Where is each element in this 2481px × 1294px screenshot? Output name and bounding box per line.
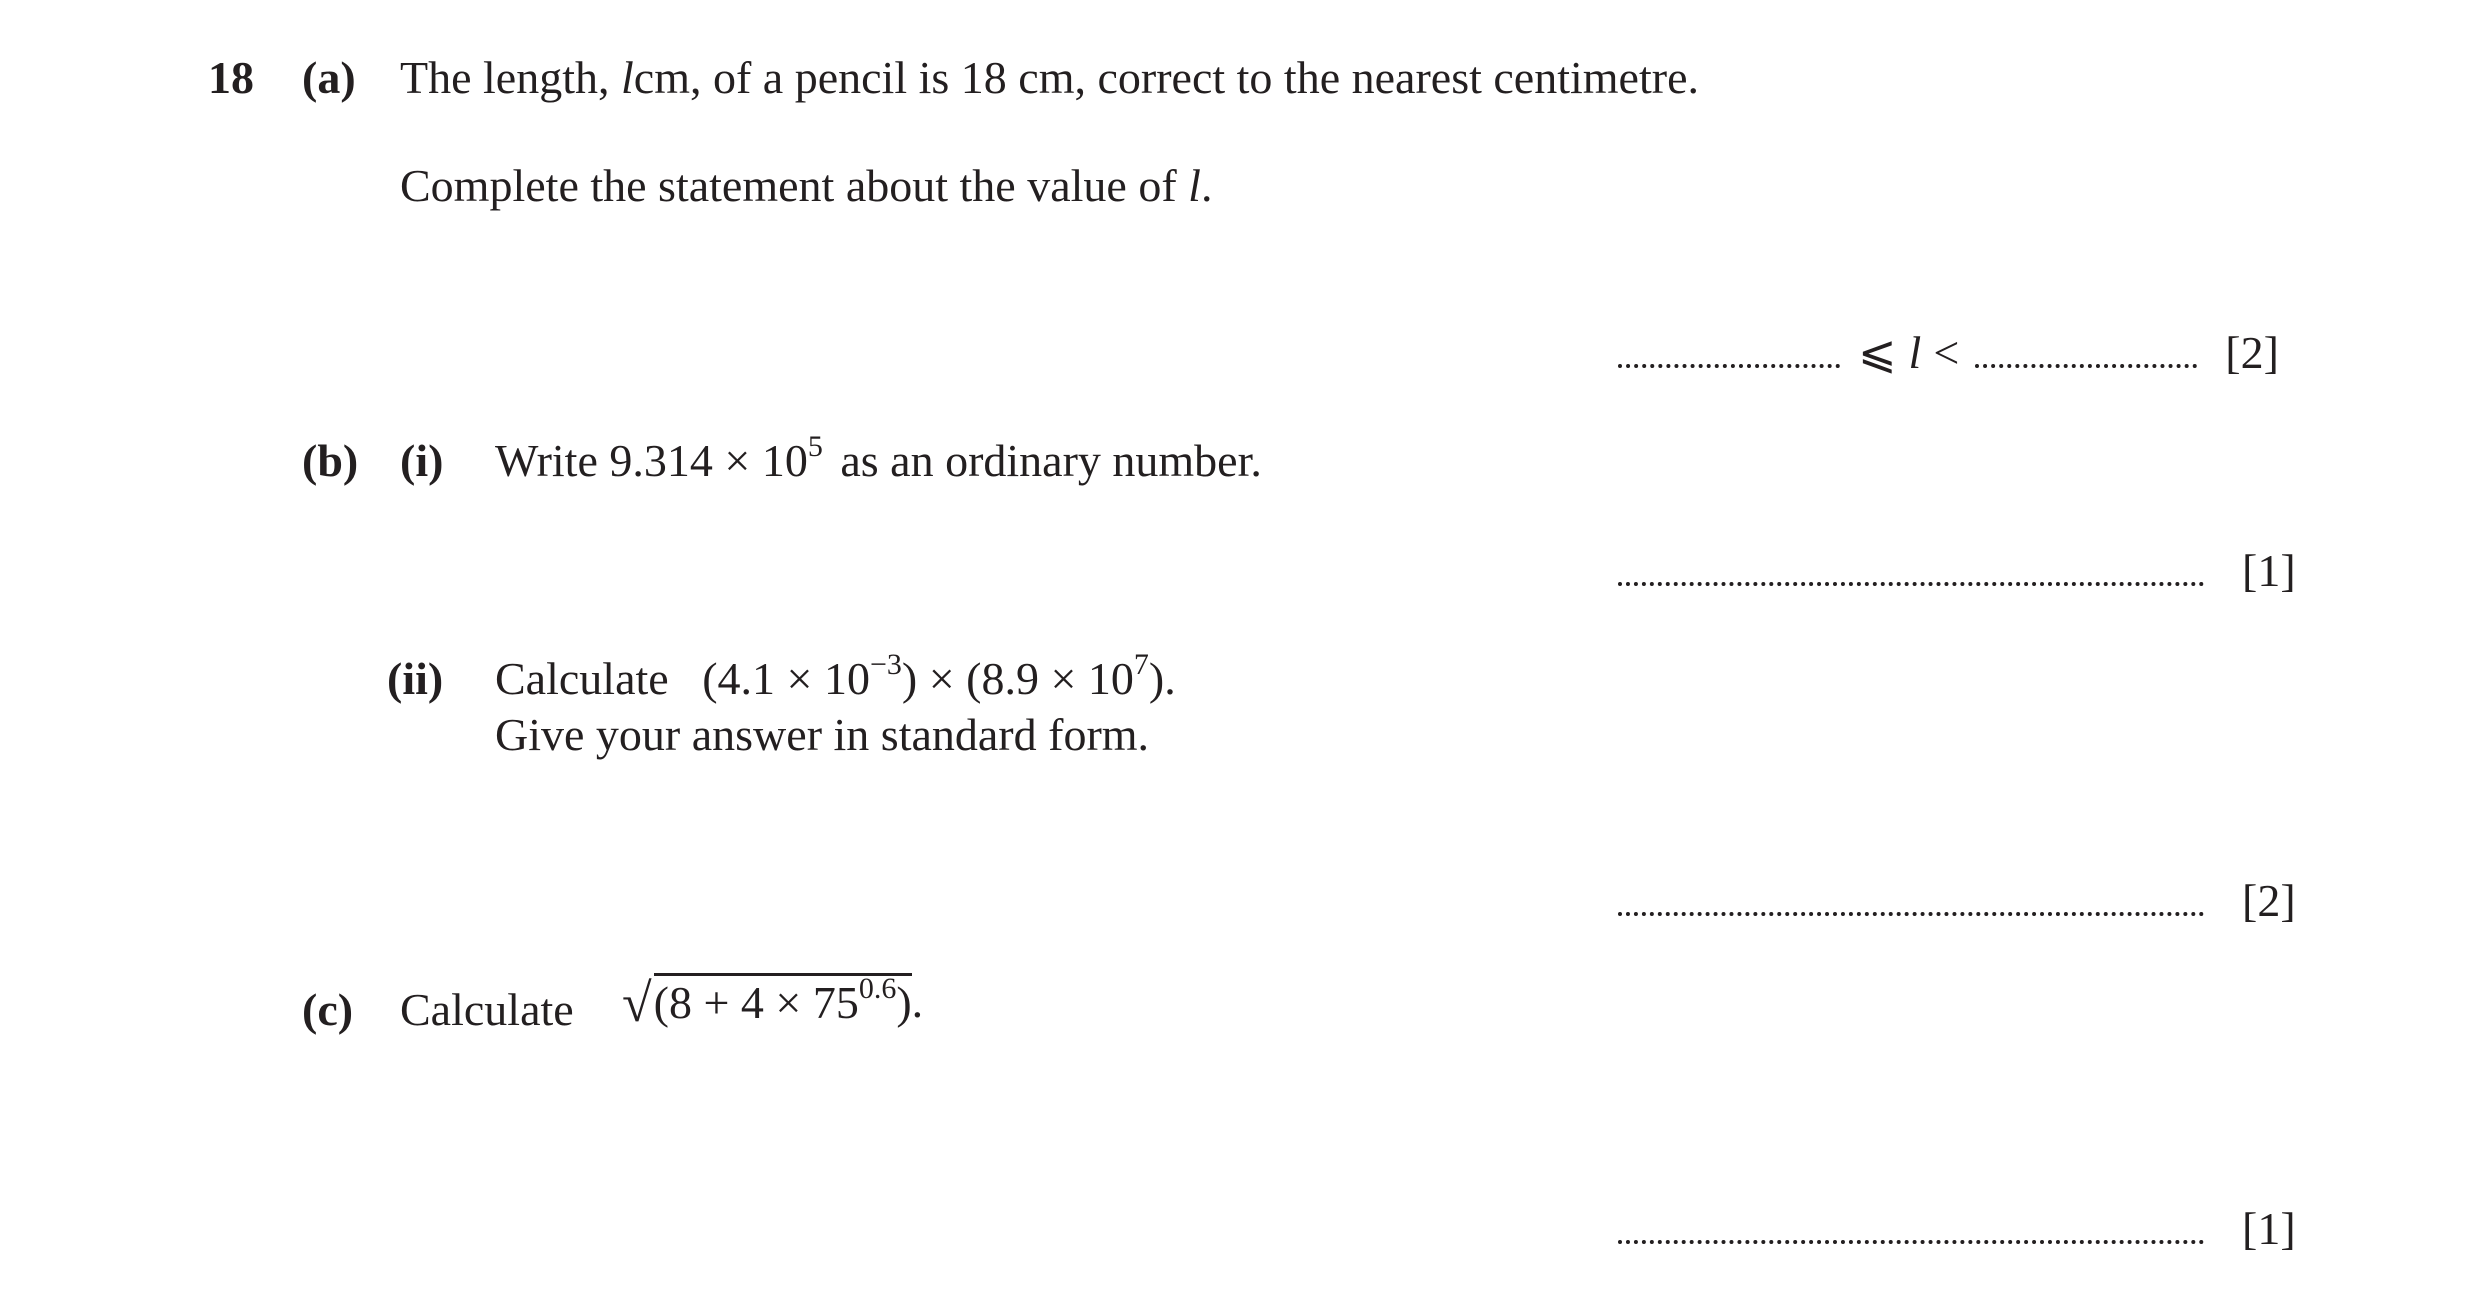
part-a-text-1: The length, bbox=[400, 52, 610, 103]
part-b-ii-answer-row bbox=[1618, 875, 2296, 926]
part-c-calc: Calculate bbox=[400, 984, 574, 1035]
part-c-answer-field[interactable] bbox=[1618, 1240, 2204, 1244]
part-b-ii-text bbox=[495, 648, 1176, 704]
part-a-instruction-variable: l bbox=[1188, 160, 1201, 211]
part-b-i-answer-field[interactable] bbox=[1618, 582, 2204, 586]
part-b-ii-exp-1: −3 bbox=[869, 648, 902, 681]
part-c-answer-row bbox=[1618, 1203, 2296, 1254]
part-b-ii-exp-2: 7 bbox=[1133, 648, 1149, 681]
part-c-end: . bbox=[911, 976, 924, 1027]
part-c-radicand-2: ) bbox=[896, 977, 912, 1028]
part-b-i-answer-row bbox=[1618, 545, 2296, 596]
part-b-i-text bbox=[495, 430, 1262, 486]
part-b-label: (b) bbox=[302, 435, 359, 486]
part-b-ii-label: (ii) bbox=[387, 653, 444, 704]
part-b-i-text-1: Write 9.314 × 10 bbox=[495, 435, 808, 486]
part-a-variable: l bbox=[621, 52, 634, 103]
answer-field-lower[interactable] bbox=[1618, 364, 1840, 368]
part-b-ii-calc: Calculate bbox=[495, 653, 669, 704]
answer-field-upper[interactable] bbox=[1975, 364, 2197, 368]
part-c-marks: [1] bbox=[2242, 1203, 2296, 1254]
answer-variable: l bbox=[1908, 327, 1922, 378]
part-b-ii-expr-2: ) × (8.9 × 10 bbox=[901, 653, 1134, 704]
part-a-instruction-text: Complete the statement about the value of bbox=[400, 160, 1177, 211]
leq-symbol: ⩽ bbox=[1858, 327, 1897, 378]
part-a-instruction-end: . bbox=[1200, 160, 1213, 211]
part-b-i-text-2: as an ordinary number. bbox=[840, 435, 1262, 486]
part-a-marks: [2] bbox=[2225, 327, 2279, 378]
part-a-label: (a) bbox=[302, 52, 356, 103]
part-b-i-label: (i) bbox=[400, 435, 444, 486]
part-c-radicand-1: (8 + 4 × 75 bbox=[653, 977, 859, 1028]
lt-symbol: < bbox=[1933, 327, 1960, 378]
part-b-ii-line-2: Give your answer in standard form. bbox=[495, 709, 1150, 760]
part-a-question-text bbox=[400, 52, 1699, 103]
radicand bbox=[654, 973, 912, 1026]
part-c-label: (c) bbox=[302, 984, 354, 1035]
part-a-answer-row bbox=[1618, 327, 2279, 378]
part-c-expression bbox=[622, 972, 924, 1033]
part-b-ii-expr-1: (4.1 × 10 bbox=[702, 653, 870, 704]
square-root bbox=[622, 972, 912, 1033]
part-a-text-2: cm, of a pencil is 18 cm, correct to the nearest centimetre. bbox=[633, 52, 1699, 103]
part-b-ii-answer-field[interactable] bbox=[1618, 912, 2204, 916]
part-b-i-marks: [1] bbox=[2242, 545, 2296, 596]
question-number: 18 bbox=[208, 52, 254, 103]
part-b-i-exponent: 5 bbox=[807, 430, 823, 463]
radical-sign: √ bbox=[622, 973, 652, 1033]
part-c-exponent: 0.6 bbox=[858, 972, 897, 1005]
part-b-ii-marks: [2] bbox=[2242, 875, 2296, 926]
part-b-ii-expr-3: ). bbox=[1148, 653, 1176, 704]
part-a-instruction bbox=[400, 160, 1213, 211]
